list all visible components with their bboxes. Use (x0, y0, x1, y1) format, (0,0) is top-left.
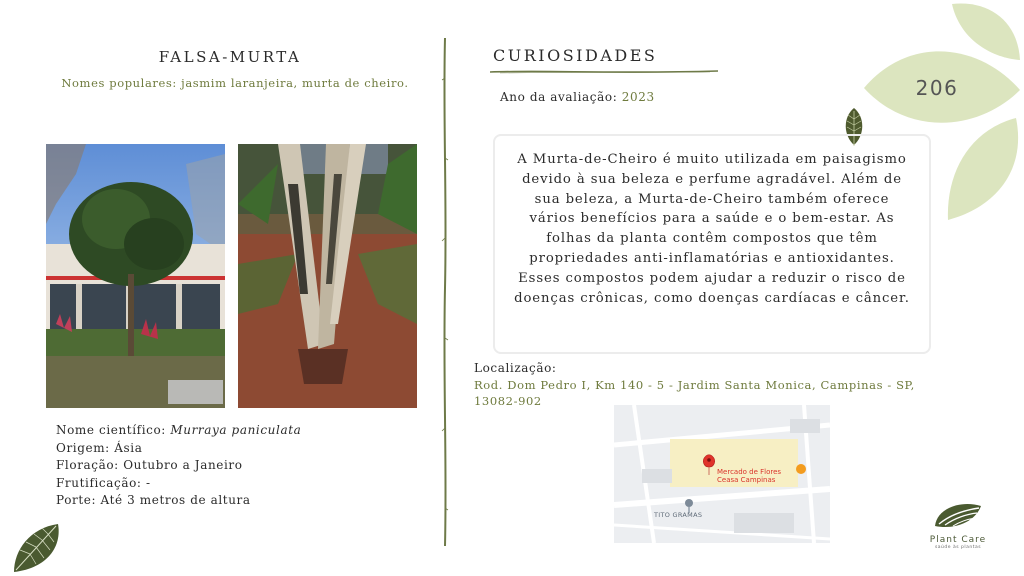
scientific-name: Murraya paniculata (170, 423, 302, 437)
page-number: 206 (915, 76, 959, 100)
evaluation-label: Ano da avaliação: (500, 90, 618, 104)
size: Porte: Até 3 metros de altura (56, 493, 251, 507)
flowering: Floração: Outubro a Janeiro (56, 458, 243, 472)
origin: Origem: Ásia (56, 440, 143, 455)
curiosities-text: A Murta-de-Cheiro é muito utilizada em paisagismo devido à sua beleza e perfume agradável. Além de sua beleza, a Murta-de-Cheiro também oferece vários benefícios para a saúde e o bem-estar. As folhas da planta contêm compostos que têm propriedades anti-inflamatórias e antioxidantes. Esses compostos podem ajudar a reduzir o risco de doenças crônicas, como doenças cardíacas e câncer. (493, 134, 931, 354)
popular-names-label: Nomes populares: (61, 76, 177, 90)
scientific-name-row (56, 422, 301, 440)
map-road-label: TITO GRAMAS (654, 511, 703, 519)
logo-leaf-icon (931, 500, 985, 530)
fruiting: Frutificação: - (56, 475, 151, 490)
address-line-2: 13082-902 (474, 394, 542, 408)
vertical-divider (440, 38, 450, 546)
address-line-1: Rod. Dom Pedro I, Km 140 - 5 - Jardim Santa Monica, Campinas - SP, (474, 378, 915, 392)
logo-name: Plant Care (929, 535, 987, 545)
plant-photo-trunk (238, 144, 417, 408)
scientific-name-label: Nome científico: (56, 423, 166, 437)
curiosities-title: CURIOSIDADES (493, 46, 658, 65)
map-place-label: Mercado de Flores Ceasa Campinas (717, 468, 782, 484)
popular-names-value: jasmim laranjeira, murta de cheiro. (181, 76, 409, 90)
plant-info (56, 422, 301, 510)
title-underline (490, 68, 718, 76)
evaluation-year (500, 90, 655, 104)
evaluation-value: 2023 (621, 90, 655, 104)
popular-names (30, 76, 440, 90)
location-map[interactable] (614, 405, 830, 543)
leaf-icon-bottom-left (8, 520, 62, 574)
plant-care-logo (918, 500, 998, 550)
location-label: Localização: (474, 361, 557, 375)
logo-tagline: saúde às plantas (934, 545, 982, 550)
plant-title: FALSA-MURTA (158, 48, 302, 66)
plant-photo-tree (46, 144, 225, 408)
